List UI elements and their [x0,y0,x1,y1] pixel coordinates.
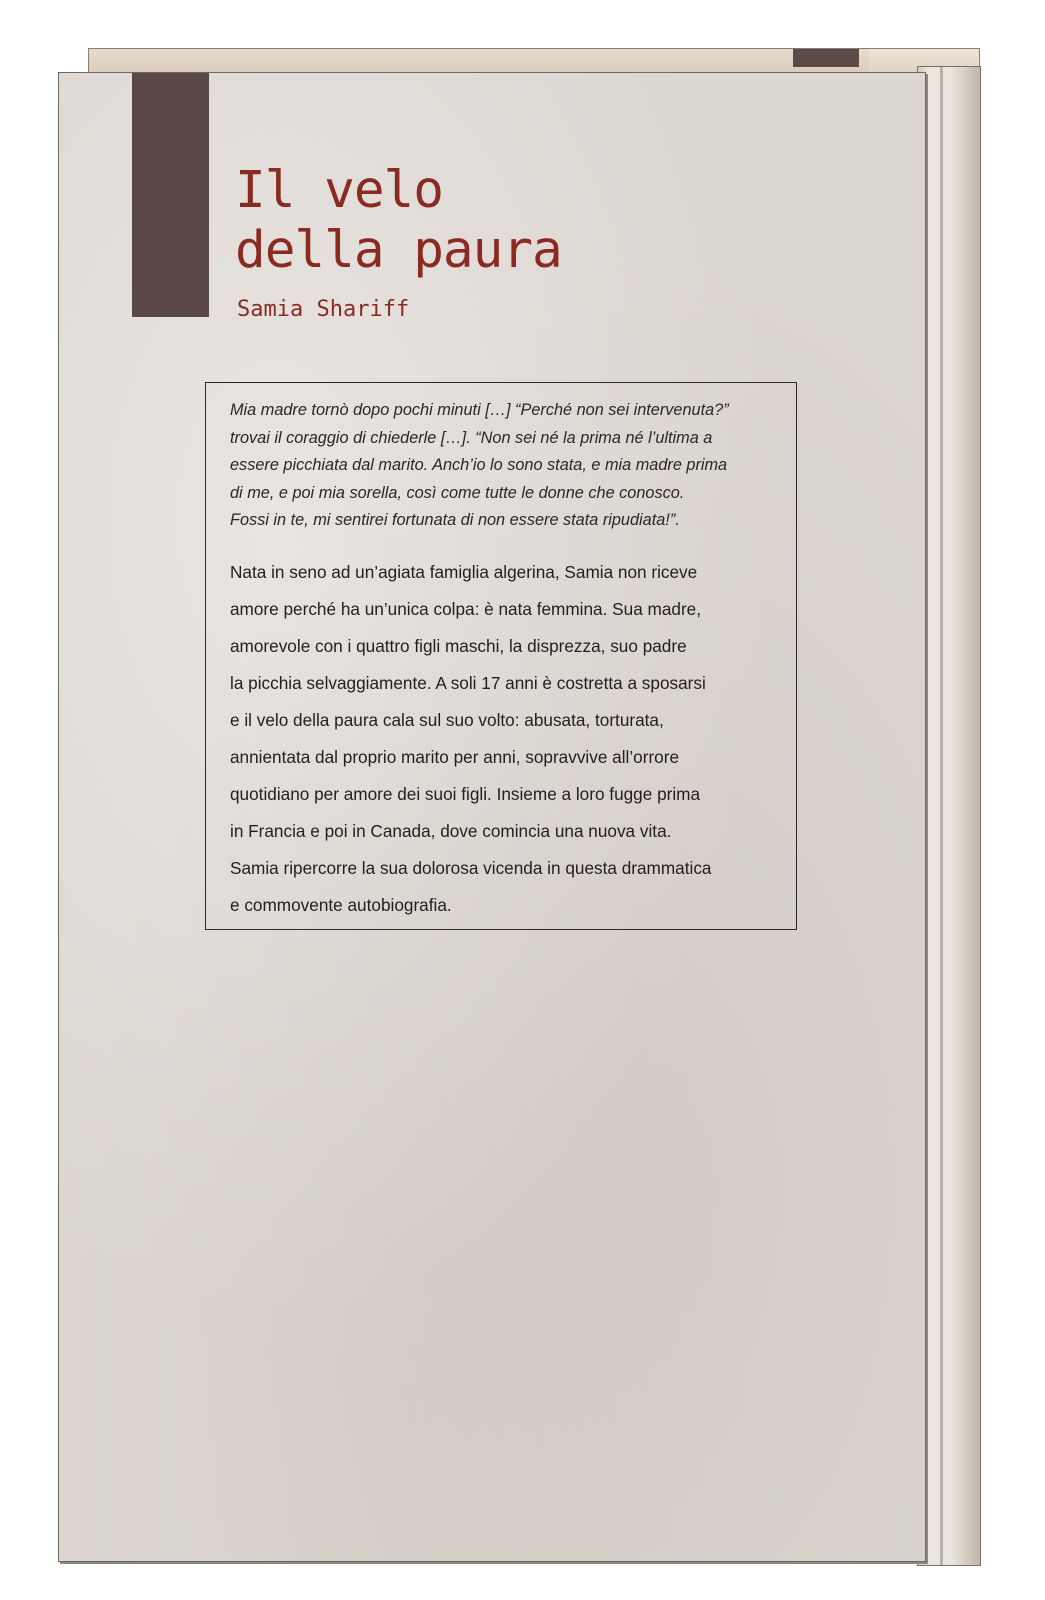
quote-line: essere picchiata dal marito. Anch’io lo sono stata, e mia madre prima [230,456,728,474]
summary-line: la picchia selvaggiamente. A soli 17 anni è costretta a sposarsi [230,672,706,693]
summary-line: amore perché ha un’unica colpa: è nata femmina. Sua madre, [230,598,702,619]
summary-line: Nata in seno ad un’agiata famiglia algerina, Samia non riceve [230,561,698,582]
top-edge-tab [793,49,859,67]
back-cover [58,72,926,1562]
spine-groove [940,67,943,1565]
summary-line: e il velo della paura cala sul suo volto: abusata, torturata, [230,709,664,730]
quote-line: Fossi in te, mi sentirei fortunata di non essere stata ripudiata!”. [230,511,680,529]
summary-line: in Francia e poi in Canada, dove comincia una nuova vita. [230,820,672,841]
blurb-box [205,382,797,930]
accent-block [132,73,209,317]
summary-line: quotidiano per amore dei suoi figli. Insieme a loro fugge prima [230,783,701,804]
summary-line: e commovente autobiografia. [230,894,452,915]
title-line: della paura [235,221,562,280]
quote-line: Mia madre tornò dopo pochi minuti […] “Perché non sei intervenuta?” [230,401,729,419]
book-author: Samia Shariff [237,297,410,322]
summary-line: amorevole con i quattro figli maschi, la disprezza, suo padre [230,635,687,656]
summary-line: Samia ripercorre la sua dolorosa vicenda in questa drammatica [230,857,712,878]
book-spine [917,66,981,1566]
title-line: Il velo [235,161,443,220]
blurb-quote [230,397,774,535]
summary-line: annientata dal proprio marito per anni, sopravvive all’orrore [230,746,680,767]
book-top-edge [88,48,980,75]
blurb-summary [230,554,774,924]
quote-line: trovai il coraggio di chiederle […]. “Non sei né la prima né l’ultima a [230,428,713,447]
quote-line: di me, e poi mia sorella, così come tutte le donne che conosco. [230,483,685,502]
book-title [235,161,562,281]
